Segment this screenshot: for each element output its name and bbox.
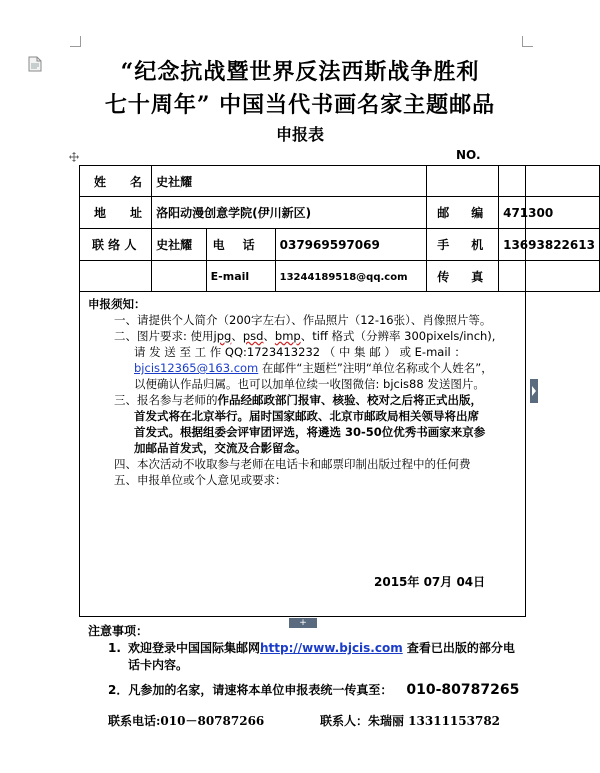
address-value: 洛阳动漫创意学院(伊川新区) xyxy=(156,206,312,220)
note-item-2-text: 二、图片要求: 使用 xyxy=(114,329,214,343)
address-label: 地 址 xyxy=(94,206,142,220)
note-item-3-bold: 作品经邮政部门报审、核验、校对之后将正式出版， xyxy=(217,393,482,407)
fax-label: 传 真 xyxy=(437,269,484,284)
attention-heading: 注意事项： xyxy=(88,624,149,638)
side-expand-arrow-icon[interactable] xyxy=(530,379,538,403)
postcode-value: 471300 xyxy=(503,205,554,220)
mobile-label: 手 机 xyxy=(437,238,484,252)
page-title-line-1: “纪念抗战暨世界反法西斯战争胜利 xyxy=(120,59,480,85)
table-resize-handle-icon[interactable]: + xyxy=(289,618,317,628)
table-row xyxy=(80,197,600,229)
fax-number: 010-80787265 xyxy=(406,682,520,698)
separator: 、 xyxy=(231,329,243,343)
empty-cell xyxy=(80,261,152,292)
contact-label: 联 络 人 xyxy=(92,238,137,252)
application-notes xyxy=(88,296,520,488)
contact-phone: 联系电话:010－80787266 xyxy=(108,714,265,728)
table-row xyxy=(80,261,600,292)
website-link[interactable]: http://www.bjcis.com xyxy=(260,641,403,655)
note-item-2-line-2: 请 发 送 至 工 作 QQ:1723413232 （ 中 集 邮 ） 或 E-mail ： xyxy=(134,345,466,359)
form-title: 申报表 xyxy=(275,125,324,144)
serial-number-label: NO. xyxy=(456,148,481,162)
note-item-2-line-4: 以便确认作品归属。也可以加单位续一收图微信: bjcis88 发送图片。 xyxy=(134,377,485,391)
note-item-1: 一、请提供个人简介（200字左右）、作品照片（12-16张）、肖像照片等。 xyxy=(114,313,492,327)
mobile-value-cell[interactable] xyxy=(499,229,600,261)
name-extra-cell-2[interactable] xyxy=(499,166,600,197)
email-label: E-mail xyxy=(210,270,250,283)
email-value-cell[interactable] xyxy=(275,261,427,292)
name-value: 史社耀 xyxy=(156,174,193,189)
format-bmp: bmp xyxy=(274,329,301,343)
notes-heading: 申报须知： xyxy=(88,297,146,311)
email-value: 13244189518@qq.com xyxy=(279,272,408,283)
attention-item-2-text: 2．凡参加的名家，请速将本单位申报表统一传真至： xyxy=(108,683,393,697)
phone-value-cell[interactable] xyxy=(275,229,427,261)
postcode-value-cell[interactable] xyxy=(499,197,600,229)
attention-item-1-text: 欢迎登录中国国际集邮网 xyxy=(128,641,261,655)
note-item-3-line-3: 首发式。根据组委会评审团评选，将遴选 30-50位优秀书画家来京参 xyxy=(134,425,486,439)
phone-value: 037969597069 xyxy=(279,237,380,252)
note-item-4: 四、本次活动不收取参与老师在电话卡和邮票印制出版过程中的任何费 xyxy=(114,457,471,471)
table-move-handle-icon[interactable] xyxy=(69,152,79,162)
contact-person: 联系人：朱瑞丽 13311153782 xyxy=(320,714,501,728)
format-jpg: jpg xyxy=(213,329,232,343)
address-value-cell[interactable] xyxy=(152,197,427,229)
separator: 、 xyxy=(263,329,275,343)
attention-item-1-text-c: 话卡内容。 xyxy=(128,658,189,672)
attention-item-1-text-b: 查看已出版的部分电 xyxy=(402,641,515,655)
page-corner-mark-right xyxy=(522,36,533,47)
note-item-2-subject-text: 在邮件“主题栏”注明“单位名称或个人姓名”， xyxy=(258,361,493,375)
name-label: 姓 名 xyxy=(94,174,142,189)
mobile-value: 13693822613 xyxy=(503,237,595,252)
contact-value: 史社耀 xyxy=(156,238,193,252)
phone-label: 电 话 xyxy=(212,238,255,252)
attention-item-1-number: 1. xyxy=(108,641,121,655)
note-item-2-formats: 、tiff 格式（分辨率 300pixels/inch), xyxy=(300,329,496,343)
contact-value-cell[interactable] xyxy=(152,229,207,261)
note-item-3-text: 三、报名参与老师的 xyxy=(114,393,218,407)
page-title-line-2: 七十周年” 中国当代书画名家主题邮品 xyxy=(104,92,496,118)
note-item-2-line-3 xyxy=(88,360,520,376)
page-corner-mark-left xyxy=(70,36,81,47)
submission-email-link[interactable]: bjcis12365@163.com xyxy=(134,361,259,375)
applicant-info-table xyxy=(79,165,600,292)
name-extra-cell-1[interactable] xyxy=(427,166,499,197)
fax-value-cell[interactable] xyxy=(499,261,600,292)
application-date: 2015年 07月 04日 xyxy=(374,575,486,589)
note-item-3-line-4: 加邮品首发式，交流及合影留念。 xyxy=(134,441,307,455)
empty-cell xyxy=(152,261,207,292)
note-item-2 xyxy=(88,328,520,344)
name-value-cell[interactable] xyxy=(152,166,427,197)
table-row xyxy=(80,229,600,261)
attention-item-1 xyxy=(108,640,528,674)
note-item-5: 五、申报单位或个人意见或要求： xyxy=(114,473,287,487)
attention-item-2 xyxy=(108,681,519,698)
table-row xyxy=(80,166,600,197)
note-item-3-line-2: 首发式将在北京举行。届时国家邮政、北京市邮政局相关领导将出席 xyxy=(134,409,479,423)
format-psd: psd xyxy=(242,329,264,343)
postcode-label: 邮 编 xyxy=(437,206,484,220)
note-item-3 xyxy=(88,392,520,408)
